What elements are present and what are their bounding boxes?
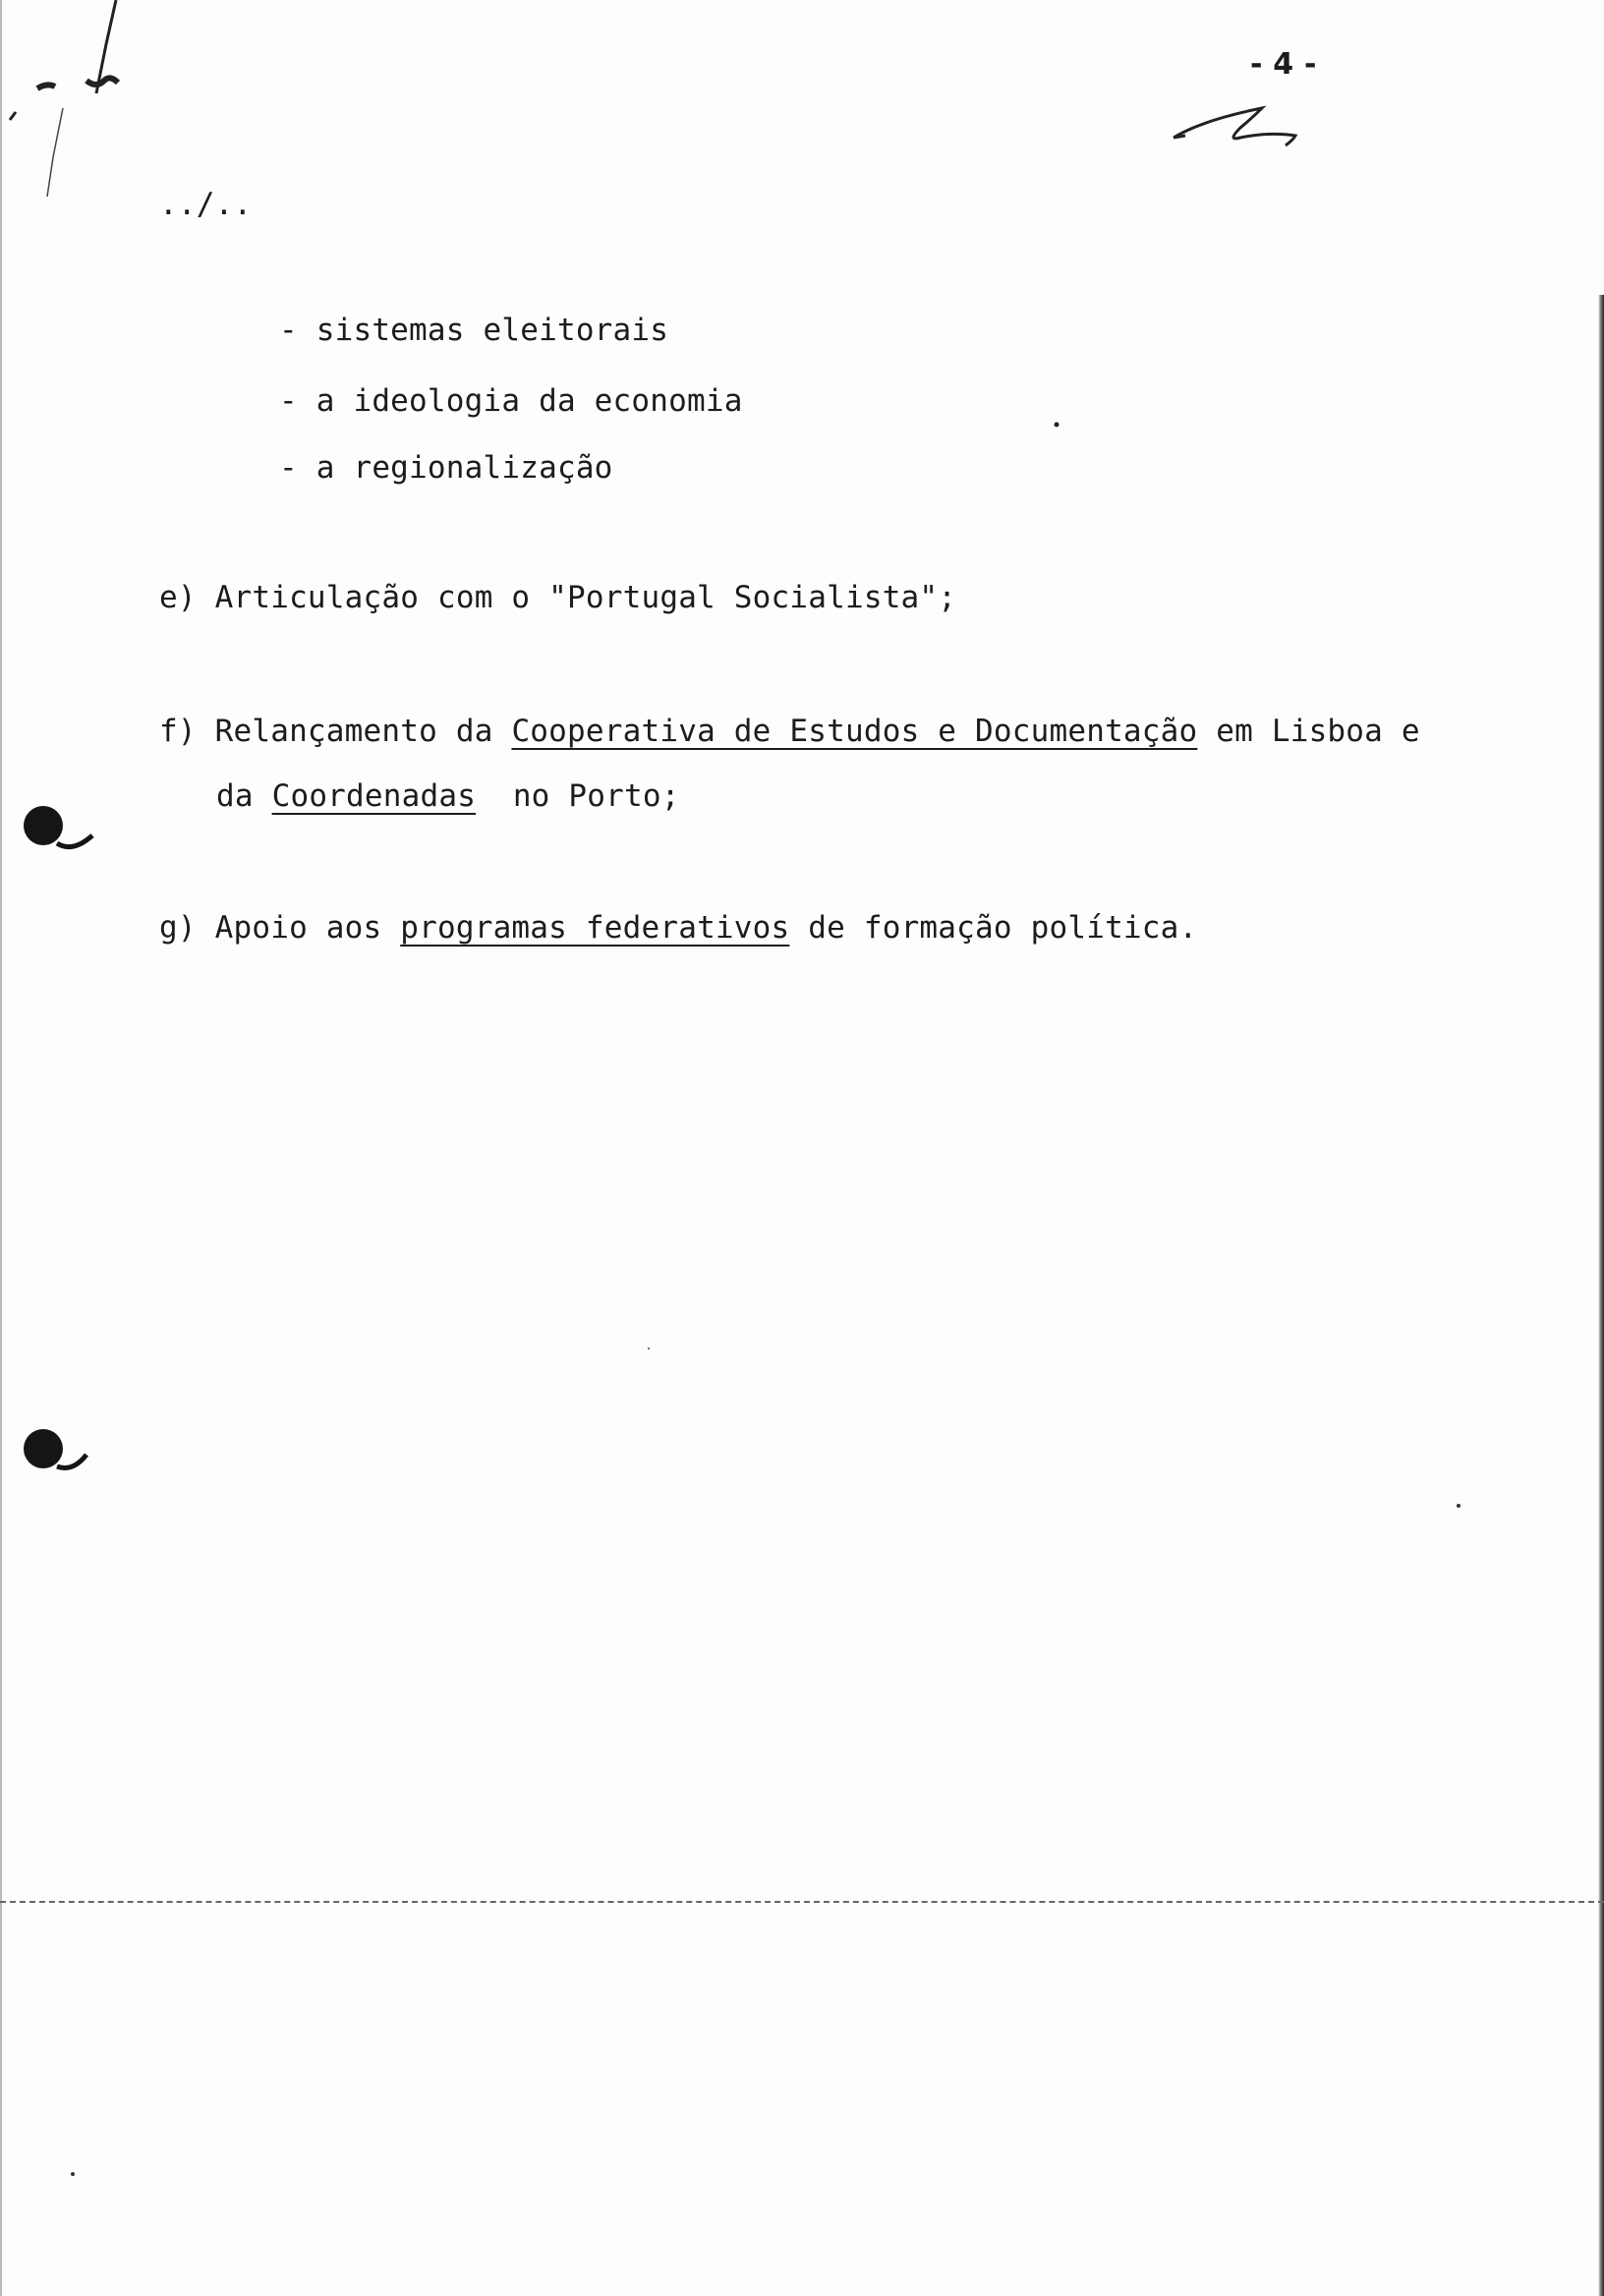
bullet-item: - a ideologia da economia [279, 383, 743, 419]
bullet-item: - a regionalização [279, 450, 613, 486]
item-label: f) [159, 714, 197, 749]
item-text: Articulação com o "Portugal Socialista"; [214, 580, 957, 615]
underlined-text: Coordenadas [271, 778, 477, 814]
page-number: - 4 - [1250, 47, 1317, 82]
item-text: em Lisboa e [1197, 714, 1420, 749]
item-text: no Porto; [476, 778, 680, 814]
underlined-text: programas federativos [400, 910, 790, 946]
continuation-mark: ../.. [159, 187, 253, 222]
underlined-text: Cooperativa de Estudos e Documentação [511, 714, 1198, 749]
item-text: de formação política. [789, 910, 1198, 946]
item-text: Relançamento da [214, 714, 512, 749]
item-text: da [216, 778, 272, 814]
item-label: e) [159, 580, 197, 615]
bullet-item: - sistemas eleitorais [279, 313, 669, 348]
item-label: g) [159, 910, 197, 946]
item-text: Apoio aos [214, 910, 401, 946]
